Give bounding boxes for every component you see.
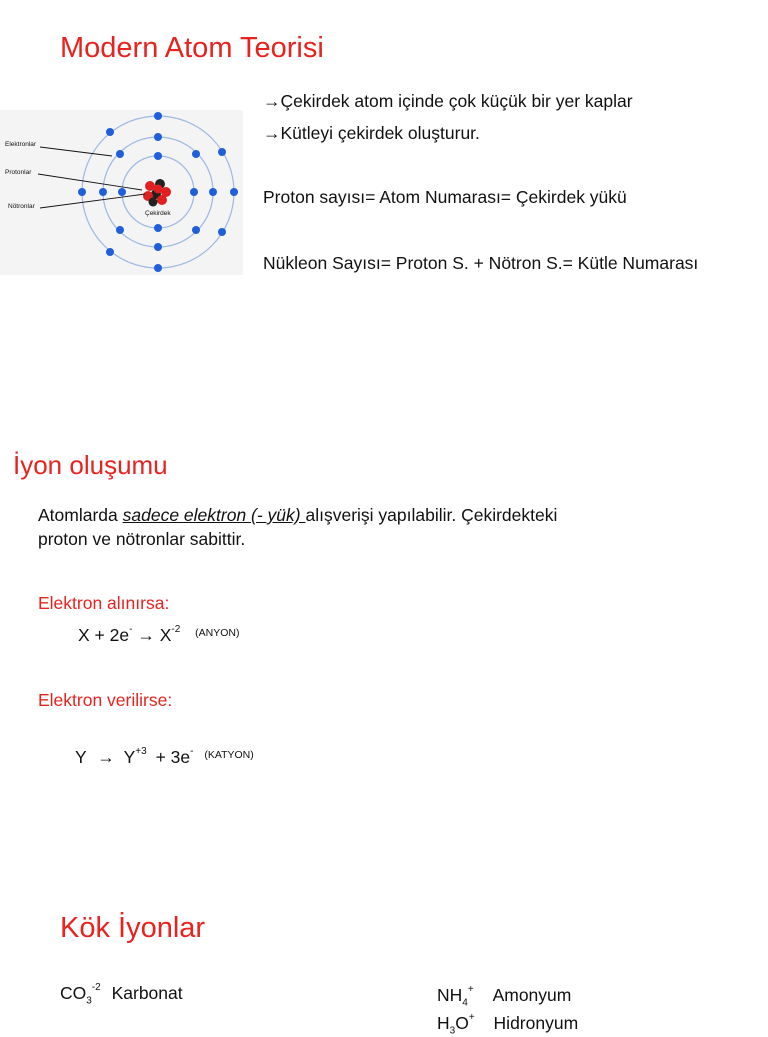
bullet-1: →Çekirdek atom içinde çok küçük bir yer kaplar	[263, 91, 633, 111]
bullet-2: →Kütleyi çekirdek oluşturur.	[263, 123, 480, 143]
cation-note: (KATYON)	[204, 749, 254, 761]
arrow-right-icon: →	[97, 747, 115, 767]
ion-text-line1: Atomlarda sadece elektron (- yük) alışverişi yapılabilir. Çekirdekteki	[38, 505, 558, 525]
label-nucleus: Çekirdek	[145, 210, 171, 217]
lose-equation: $Y \to Y^{+3} + 3e^-$ $^{(KATYON)}$	[75, 746, 254, 767]
formula-nucleon: Nükleon Sayısı= Proton S. + Nötron S.= Kütle Numarası	[263, 253, 699, 273]
arrow-right-icon: →	[263, 123, 281, 143]
atom-diagram	[0, 110, 243, 275]
ion-carbonate: $CO_3^{-2}$ Karbonat	[60, 982, 183, 1007]
ion-ammonium: $NH_4^+$ Amonyum	[437, 984, 572, 1009]
ion-hydronium-partial: $H_3O^+$ Hidronyum	[437, 1012, 579, 1037]
section-title-ion-formation: İyon oluşumu	[13, 450, 168, 480]
label-neutrons: Nötronlar	[8, 203, 35, 210]
ion-text-line2: proton ve nötronlar sabittir.	[38, 529, 246, 549]
section-title-modern-atom: Modern Atom Teorisi	[60, 32, 324, 64]
gain-title: Elektron alınırsa:	[38, 593, 170, 613]
gain-equation: $X + 2e^- \to X^{-2}$ $^{(ANYON)}$	[78, 624, 240, 645]
formula-proton: Proton sayısı= Atom Numarası= Çekirdek yükü	[263, 187, 627, 207]
label-electrons: Elektronlar	[5, 141, 37, 148]
anion-note: (ANYON)	[195, 627, 240, 639]
lose-title: Elektron verilirse:	[38, 690, 173, 710]
atom-diagram-svg	[0, 110, 243, 275]
label-protons: Protonlar	[5, 169, 32, 176]
section-title-root-ions: Kök İyonlar	[60, 912, 206, 944]
emphasis-electron: sadece elektron (- yük)	[122, 505, 306, 525]
nucleus	[143, 179, 171, 207]
arrow-right-icon: →	[263, 91, 281, 111]
arrow-right-icon: →	[137, 625, 155, 645]
